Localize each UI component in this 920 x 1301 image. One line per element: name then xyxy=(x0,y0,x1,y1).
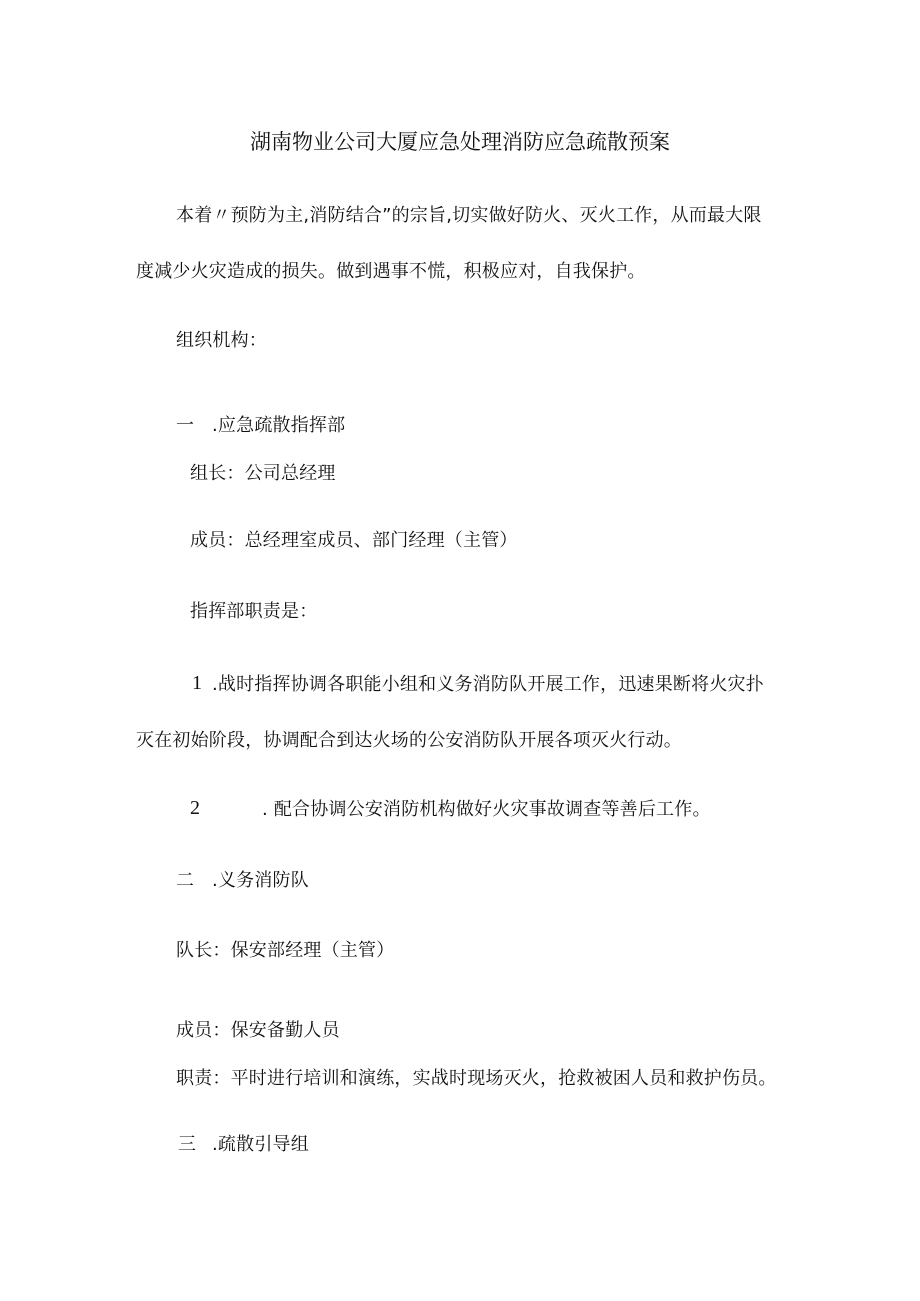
section-1-item-2-text: . 配合协调公安消防机构做好火灾事故调查等善后工作。 xyxy=(262,799,711,820)
section-1-leader: 组长：公司总经理 xyxy=(190,463,336,484)
section-3-marker: 三 xyxy=(178,1134,197,1155)
section-2-marker: 二 xyxy=(176,870,195,891)
section-1-item-1-line-2: 灭在初始阶段，协调配合到达火场的公安消防队开展各项灭火行动。 xyxy=(136,730,682,751)
document-title: 湖南物业公司大厦应急处理消防应急疏散预案 xyxy=(250,130,670,154)
section-1-members: 成员：总经理室成员、部门经理（主管） xyxy=(190,530,518,551)
org-structure-heading: 组织机构： xyxy=(176,330,267,351)
section-2-members: 成员：保安备勤人员 xyxy=(176,1020,340,1041)
intro-paragraph-line-1: 本着〃预防为主,消防结合”的宗旨,切实做好防火、灭火工作，从而最大限 xyxy=(176,205,762,226)
section-1-item-1-line-1: .战时指挥协调各职能小组和义务消防队开展工作，迅速果断将火灾扑 xyxy=(212,674,764,695)
intro-paragraph-line-2: 度减少火灾造成的损失。做到遇事不慌，积极应对，自我保护。 xyxy=(136,261,646,282)
section-3-heading: .疏散引导组 xyxy=(212,1134,309,1155)
section-1-item-2-number: 2 xyxy=(190,797,201,819)
section-2-duties: 职责：平时进行培训和演练，实战时现场灭火，抢救被困人员和救护伤员。 xyxy=(176,1068,777,1089)
section-2-heading: .义务消防队 xyxy=(212,870,309,891)
section-1-heading: .应急疏散指挥部 xyxy=(212,415,346,436)
section-1-duties-heading: 指挥部职责是： xyxy=(190,601,318,622)
section-2-leader: 队长：保安部经理（主管） xyxy=(176,940,395,961)
section-1-marker: 一 xyxy=(176,415,195,436)
section-1-item-1-number: 1 xyxy=(192,672,203,694)
